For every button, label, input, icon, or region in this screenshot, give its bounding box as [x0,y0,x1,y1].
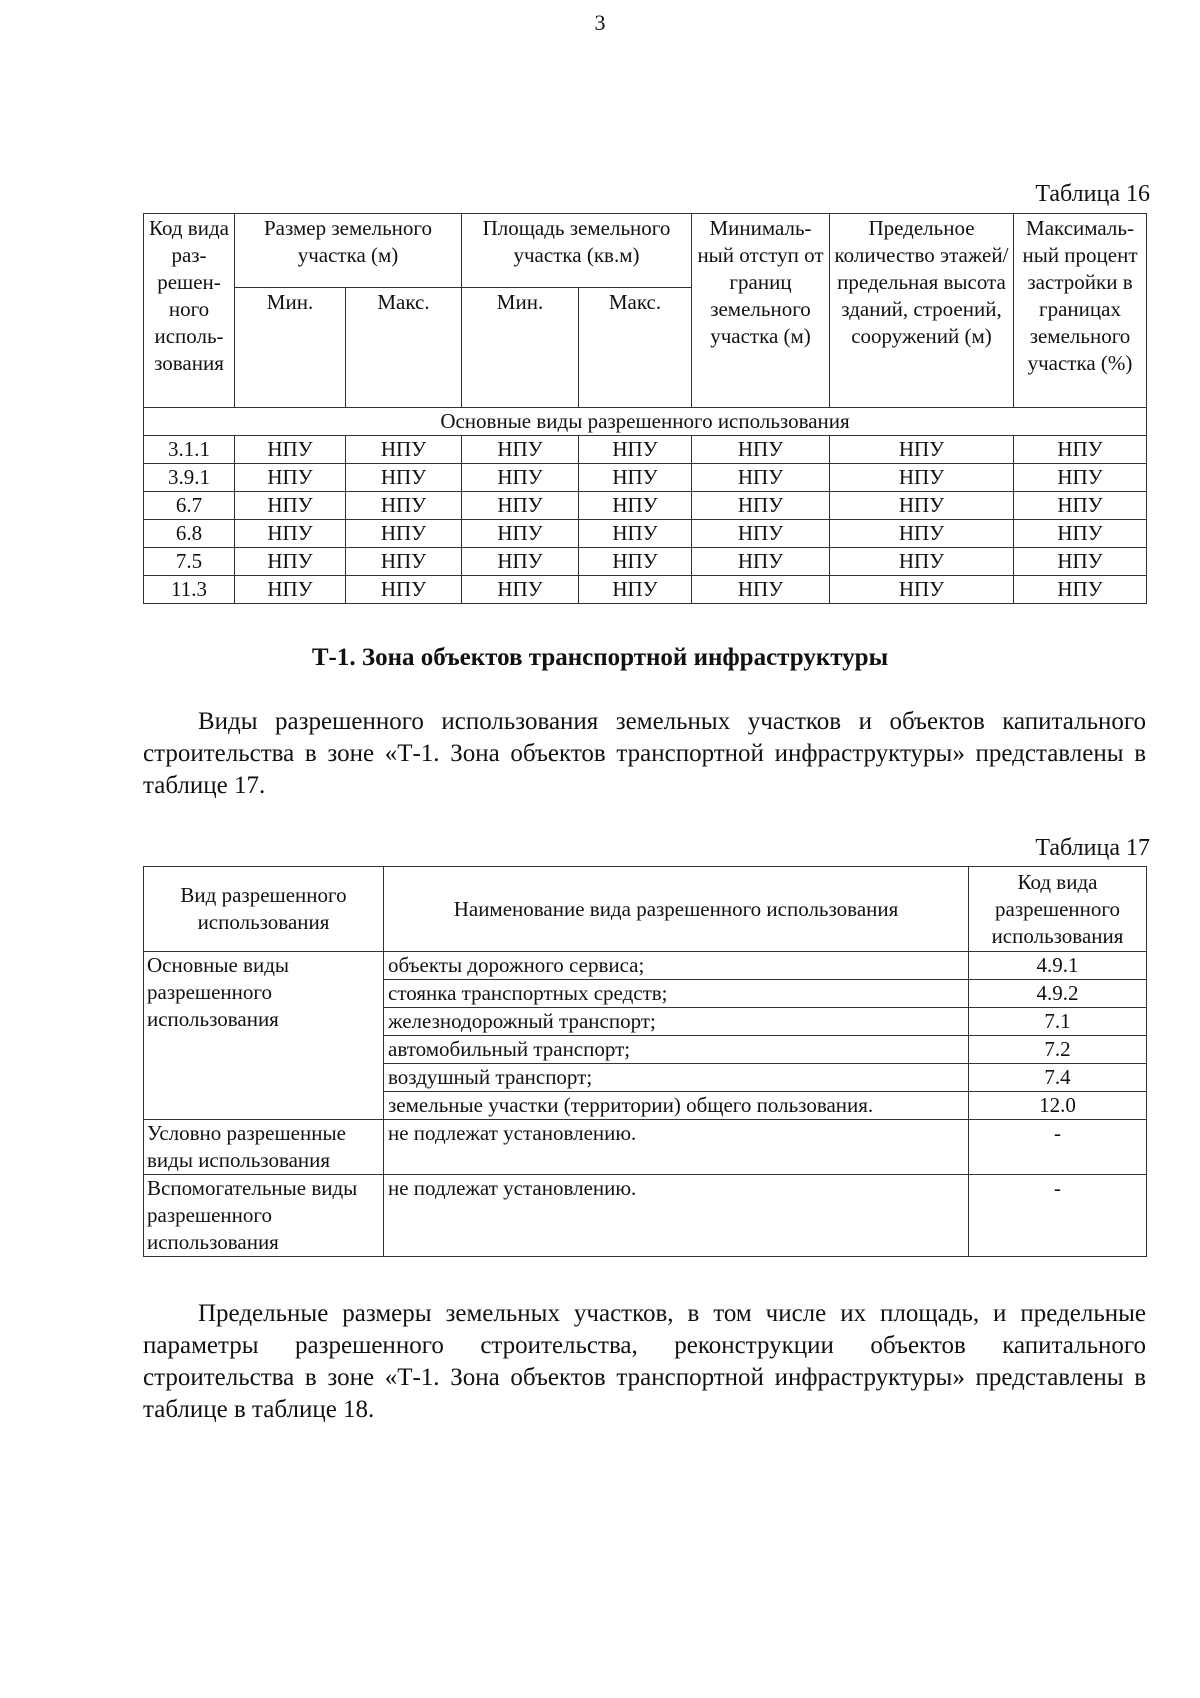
cell: НПУ [1014,436,1147,464]
cell: НПУ [692,576,830,604]
cell: НПУ [235,548,346,576]
cell: НПУ [346,436,462,464]
page-number: 3 [594,10,606,35]
cell: НПУ [1014,492,1147,520]
use-code: 12.0 [969,1092,1147,1120]
header-code: Код вида раз-решен-ного исполь-зования [144,214,235,408]
use-name: объекты дорожного сервиса; [384,952,969,980]
cell: НПУ [1014,520,1147,548]
cell: НПУ [235,464,346,492]
cell: НПУ [346,520,462,548]
use-code: 7.4 [969,1064,1147,1092]
use-name: воздушный транспорт; [384,1064,969,1092]
header-size-min: Мин. [235,288,346,408]
row-code: 11.3 [144,576,235,604]
cell: НПУ [235,436,346,464]
use-name: стоянка транспортных средств; [384,980,969,1008]
cell: НПУ [579,520,692,548]
cell: НПУ [579,436,692,464]
cell: НПУ [579,548,692,576]
row-code: 3.1.1 [144,436,235,464]
kind-auxiliary: Вспомогательные виды разрешенного использования [144,1175,384,1257]
row-code: 6.7 [144,492,235,520]
table-16-label: Таблица 16 [1035,181,1150,207]
header-code: Код вида разрешенного использования [969,867,1147,952]
use-code: - [969,1120,1147,1175]
table-16 [143,213,1147,604]
table-row [144,1120,1147,1175]
cell: НПУ [830,436,1014,464]
cell: НПУ [462,464,579,492]
cell: НПУ [1014,464,1147,492]
section-main-uses: Основные виды разрешенного использования [144,408,1147,436]
kind-main: Основные виды разрешенного использования [144,952,384,1120]
table-row [144,436,1147,464]
table-17-label: Таблица 17 [1035,835,1150,861]
cell: НПУ [692,436,830,464]
table-row [144,576,1147,604]
cell: НПУ [1014,548,1147,576]
kind-conditional: Условно разрешенные виды использования [144,1120,384,1175]
table-17 [143,866,1147,1257]
use-code: 4.9.1 [969,952,1147,980]
cell: НПУ [346,464,462,492]
cell: НПУ [579,576,692,604]
table-row [144,520,1147,548]
table-row [144,464,1147,492]
cell: НПУ [462,576,579,604]
cell: НПУ [830,464,1014,492]
cell: НПУ [346,548,462,576]
header-setback: Минималь-ный отступ от границ земельного участка (м) [692,214,830,408]
row-code: 7.5 [144,548,235,576]
cell: НПУ [235,520,346,548]
paragraph-text: Предельные размеры земельных участков, в том числе их площадь, и предельные параметры разрешенного строительства, реконструкции объектов капитального строительства в зоне «Т-1. Зона объектов транспортной инфраструктуры» представлены в таблице в таблице 18. [143,1300,1146,1423]
cell: НПУ [235,576,346,604]
use-name: земельные участки (территории) общего пользования. [384,1092,969,1120]
cell: НПУ [462,520,579,548]
table-row [144,952,1147,980]
cell: НПУ [579,464,692,492]
cell: НПУ [830,492,1014,520]
header-kind: Вид разрешенного использования [144,867,384,952]
header-floors: Предельное количество этажей/ предельная высота зданий, строений, сооружений (м) [830,214,1014,408]
header-area-min: Мин. [462,288,579,408]
use-code: 7.2 [969,1036,1147,1064]
row-code: 3.9.1 [144,464,235,492]
header-area: Площадь земельного участка (кв.м) [462,214,692,288]
header-area-max: Макс. [579,288,692,408]
cell: НПУ [1014,576,1147,604]
table-row [144,1175,1147,1257]
paragraph-table-17-intro [143,706,1146,802]
cell: НПУ [830,548,1014,576]
paragraph-table-18-intro [143,1298,1146,1426]
cell: НПУ [692,548,830,576]
paragraph-text: Виды разрешенного использования земельных участков и объектов капитального строительства в зоне «Т-1. Зона объектов транспортной инфраструктуры» представлены в таблице 17. [143,708,1146,799]
table-row [144,492,1147,520]
cell: НПУ [462,548,579,576]
use-name: не подлежат установлению. [384,1120,969,1175]
cell: НПУ [692,492,830,520]
use-code: 4.9.2 [969,980,1147,1008]
header-coverage: Максималь-ный процент застройки в границах земельного участка (%) [1014,214,1147,408]
table-row [144,548,1147,576]
cell: НПУ [235,492,346,520]
header-name: Наименование вида разрешенного использования [384,867,969,952]
cell: НПУ [462,492,579,520]
use-name: не подлежат установлению. [384,1175,969,1257]
use-name: железнодорожный транспорт; [384,1008,969,1036]
header-size: Размер земельного участка (м) [235,214,462,288]
section-heading: Т-1. Зона объектов транспортной инфраструктуры [311,644,889,671]
cell: НПУ [346,576,462,604]
use-code: - [969,1175,1147,1257]
cell: НПУ [692,520,830,548]
use-name: автомобильный транспорт; [384,1036,969,1064]
cell: НПУ [346,492,462,520]
row-code: 6.8 [144,520,235,548]
cell: НПУ [579,492,692,520]
cell: НПУ [830,576,1014,604]
cell: НПУ [830,520,1014,548]
cell: НПУ [692,464,830,492]
cell: НПУ [462,436,579,464]
use-code: 7.1 [969,1008,1147,1036]
header-size-max: Макс. [346,288,462,408]
